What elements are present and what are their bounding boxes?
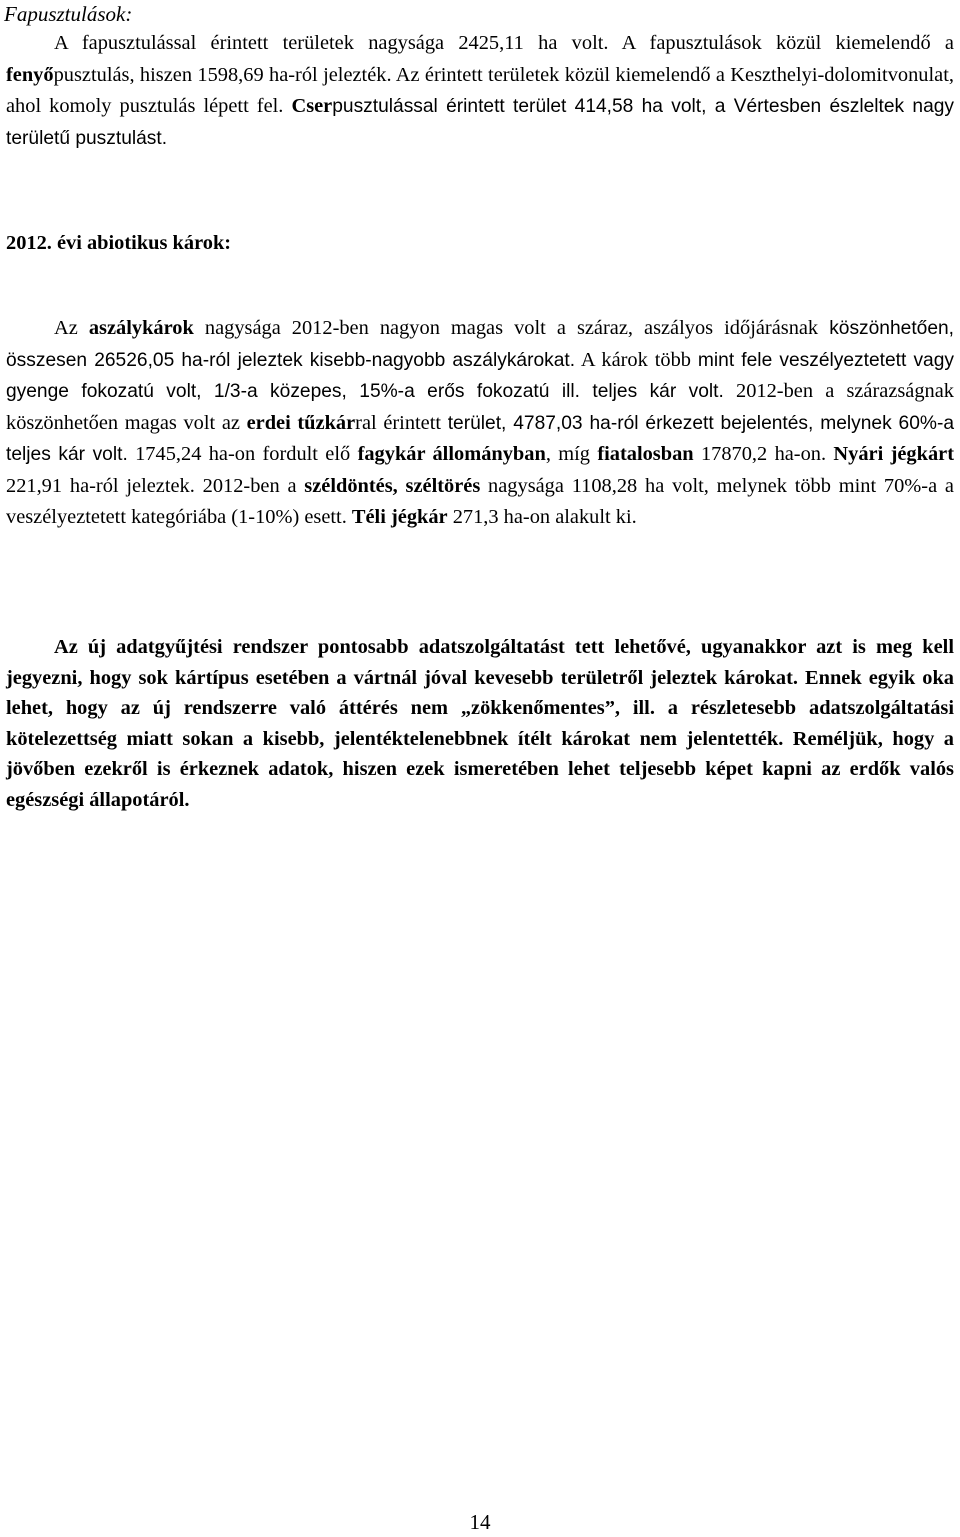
text-run: terület, 4787,03 ha-ról érkezett bejelentés, melynek 60%-a teljes kár volt. [6,412,955,465]
paragraph-text [6,28,954,154]
note-paragraph [6,632,954,816]
text-run: nagysága 2012-ben nagyon magas volt a száraz, aszályos időjárásnak [193,317,830,339]
paragraph-text [6,313,954,534]
text-run: köszönhetően, összesen 26526,05 ha-ról jeleztek kisebb-nagyobb aszálykárokat. [6,318,954,371]
text-run: 271,3 ha-on alakult ki. [447,506,637,528]
text-run: 2012-ben a szárazságnak köszönhetően magas volt az [6,380,954,434]
bold-term: aszálykárok [88,317,194,339]
bold-term: Téli jégkár [351,506,448,528]
text-run: A károk több [575,348,698,371]
text-run: 221,91 ha-ról jeleztek. 2012-ben a [6,474,305,497]
text-run: , míg [545,443,598,465]
note-text: Az új adatgyűjtési rendszer pontosabb adatszolgáltatást tett lehetővé, ugyanakkor azt is meg kell jegyezni, hogy sok kártípus esetében a vártnál jóval kevesebb területről jeleztek károkat. Ennek egyik oka lehet, hogy az új rendszerre való áttérés nem „zökkenőmentes”, ill. a részletesebb adatszolgáltatási kötelezettség miatt sokan a kisebb, jelentéktelenebbnek ítélt károkat nem jelentették. Reméljük, hogy a jövőben ezekről is érkeznek adatok, hiszen ezek ismeretében lehet teljesebb képet kapni az erdők valós egészségi állapotáról. [6,636,954,811]
text-run: ral érintett [355,411,448,434]
text-run: 1745,24 ha-on fordult elő [127,443,358,465]
bold-term: fenyő [6,63,54,86]
bold-term: Cser [291,95,333,117]
bold-term: fiatalosban [597,443,694,465]
section-title-fapusztulasok: Fapusztulások: [4,2,133,26]
text-run: nagysága 1108,28 ha volt, melynek több mint 70%-a a veszélyeztetett kategóriába (1-10%) esett. [6,474,954,528]
section-title-abiotikus-karok: 2012. évi abiotikus károk: [6,232,232,254]
text-run: Az [54,317,89,339]
bold-term: erdei tűzkár [246,411,356,434]
bold-term: fagykár állományban [357,443,546,465]
text-run: 17870,2 ha-on. [693,443,834,465]
paragraph-fapusztulasok [6,28,954,154]
text-run: pusztulás, hiszen 1598,69 ha-ról jelezték. Az érintett területek közül kiemelendő a Keszthelyi-dolomitvonulat, ahol komoly pusztulás lépett fel. [6,63,954,117]
text-run: pusztulással érintett terület 414,58 ha volt, a Vértesben észleltek nagy területű pusztulást. [6,96,955,149]
bold-term: Nyári jégkárt [833,443,954,465]
paragraph-abiotikus-karok [6,313,954,534]
text-run: mint fele veszélyeztetett vagy gyenge fokozatú volt, 1/3-a közepes, 15%-a erős fokozatú ill. teljes kár volt. [6,349,954,402]
text-run: A fapusztulással érintett területek nagysága 2425,11 ha volt. A fapusztulások közül kiemelendő a [54,32,954,54]
bold-term: széldöntés, széltörés [304,474,481,497]
page-number: 14 [469,1510,491,1534]
